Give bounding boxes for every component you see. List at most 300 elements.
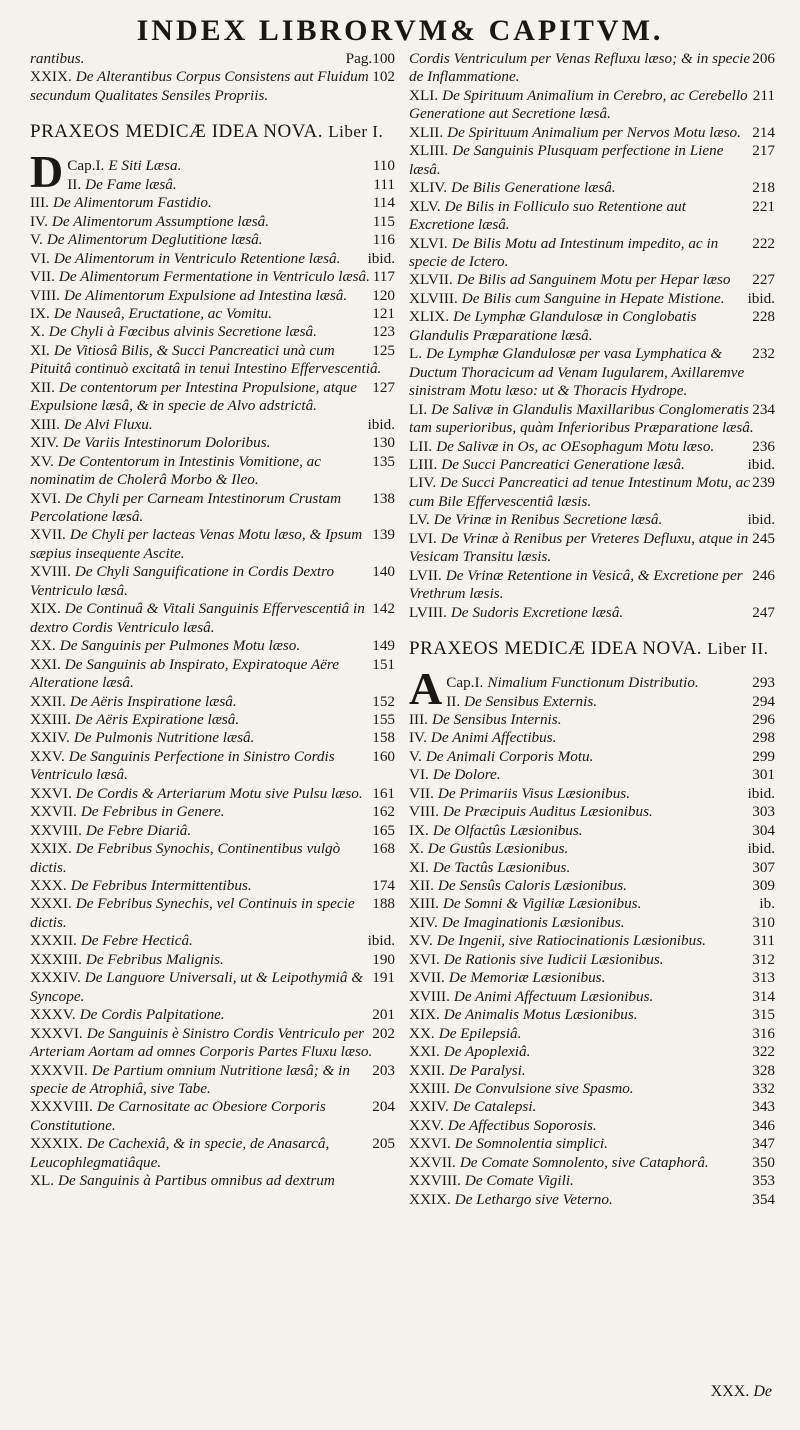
page-number: 190 [372,950,395,968]
index-entry [30,822,395,840]
index-entry [30,490,395,527]
chapter-title: De Sensibus Internis. [431,710,562,728]
chapter-number: XLVII. [409,271,453,289]
index-entry [30,895,395,932]
page-number: 114 [372,194,395,212]
chapter-title: De Vrinæ Retentione in Vesicâ, & Excretione per Vrethrum læsis. [409,566,743,603]
chapter-number: XLV. [409,197,441,215]
chapter-title: De Alvi Fluxu. [63,415,153,433]
chapter-number: XXVIII. [409,1172,461,1190]
chapter-number: XXI. [30,655,61,673]
index-entry [30,231,395,249]
chapter-title: De Pulmonis Nutritione læsâ. [73,729,255,747]
chapter-title: De contentorum per Intestina Propulsione, atque Expulsione læsâ, & in specie de Alvo adstrictâ. [30,378,357,415]
index-entry [30,176,395,194]
chapter-number: X. [409,840,424,858]
chapter-number: XXVI. [409,1135,451,1153]
index-entry [30,693,395,711]
index-entry [30,434,395,452]
page-number: 138 [372,489,395,507]
chapter-number: XLIII. [409,142,449,160]
chapter-title: De Febre Diariâ. [85,821,192,839]
page-number: 130 [372,434,395,452]
page-number: ibid. [747,511,775,529]
liber-two-heading [409,638,775,660]
chapter-number: VIII. [409,803,439,821]
page-number: 151 [372,655,395,673]
chapter-title: De Dolore. [432,766,501,784]
chapter-title: De Animali Corporis Motu. [425,747,594,765]
chapter-number: VII. [30,268,55,286]
chapter-number: XXX. [30,877,67,895]
chapter-number: IX. [409,821,429,839]
chapter-title: De Sudoris Excretione læsâ. [450,603,624,621]
chapter-number: XXVII. [409,1153,456,1171]
chapter-number: XXIV. [409,1098,449,1116]
index-entry [30,50,395,68]
chapter-number: XVI. [30,489,61,507]
page-number: ibid. [747,840,775,858]
index-entry [30,600,395,637]
chapter-number: XLVI. [409,234,448,252]
chapter-title: De Continuâ & Vitali Sanguinis Effervescentiâ in dextro Cordis Ventriculo læsâ. [30,600,365,636]
index-entry [409,511,775,529]
chapter-number: LVIII. [409,603,447,621]
index-entry [30,213,395,231]
index-entry [409,877,775,895]
chapter-title: De Comate Somnolento, sive Cataphorâ. [459,1153,709,1171]
index-entry [409,840,775,858]
index-entry [30,951,395,969]
index-entry [409,1080,775,1098]
chapter-number: XVI. [409,950,440,968]
chapter-title: De Sanguinis ab Inspirato, Expiratoque Aëre Alteratione læsâ. [30,655,339,692]
chapter-number: XII. [30,378,55,396]
page-number: 158 [372,729,395,747]
chapter-number: LVII. [409,566,442,584]
chapter-number: II. [446,692,461,710]
page-number: ibid. [747,289,775,307]
chapter-number: X. [30,323,45,341]
page-number: 203 [372,1061,395,1079]
chapter-number: IX. [30,304,50,322]
chapter-number: XXXVIII. [30,1098,93,1116]
chapter-title: De Sanguinis Perfectione in Sinistro Cordis Ventriculo læsâ. [30,747,335,784]
chapter-number: XXIX. [30,840,72,858]
chapter-title: De Bilis in Folliculo suo Retentione aut Excretione læsâ. [409,197,686,234]
index-entry [30,656,395,693]
page-number: 316 [752,1024,775,1042]
chapter-number: VII. [409,784,434,802]
chapter-number: V. [30,231,43,249]
page-number: 110 [372,157,395,175]
chapter-number: XIX. [409,1006,440,1024]
page-number: 228 [752,308,775,326]
chapter-title: De Vitiosâ Bilis, & Succi Pancreatici unà cum Pituitâ continuò excitatâ in tenui Intestino Effervescentiâ. [30,341,382,378]
page-number: ibid. [747,784,775,802]
index-entry [409,1006,775,1024]
page-number: 161 [372,784,395,802]
page-number: 347 [752,1135,775,1153]
page-number: 127 [372,378,395,396]
index-entry [409,290,775,308]
page-number: 346 [752,1116,775,1134]
index-entry [30,1006,395,1024]
index-entry [409,1062,775,1080]
chapter-title: De Febribus Malignis. [85,950,224,968]
page-number: 149 [372,637,395,655]
index-entry [30,840,395,877]
page-number: 211 [752,86,775,104]
chapter-title: rantibus. [30,50,85,67]
right-column [409,50,775,1209]
chapter-number: XXXV. [30,1006,76,1024]
page-number: 174 [372,877,395,895]
chapter-number: XIII. [30,415,60,433]
chapter-title: De Animalis Motus Læsionibus. [443,1006,638,1024]
index-entry [30,250,395,268]
page-number: 322 [752,1043,775,1061]
index-entry [409,988,775,1006]
liber-two-entries [409,663,775,1209]
index-entry [409,345,775,400]
chapter-title: De Cordis Palpitatione. [79,1006,225,1024]
index-entry [409,235,775,272]
chapter-number: XL. [30,1172,55,1190]
chapter-number: XXXIV. [30,969,81,987]
chapter-number: XLI. [409,86,439,104]
chapter-number: II. [67,175,82,193]
page-number: 304 [752,821,775,839]
chapter-title: De Olfactûs Læsionibus. [432,821,583,839]
page-number: 102 [372,68,395,86]
chapter-title: De Fame læsâ. [85,175,177,193]
chapter-number: LIV. [409,474,437,492]
chapter-number: VIII. [30,286,60,304]
page-number: ib. [759,895,775,913]
chapter-number: LII. [409,437,433,455]
chapter-number: XVII. [30,526,66,544]
index-entry [409,803,775,821]
chapter-number: LI. [409,400,428,418]
chapter-title: De Sensibus Externis. [464,692,598,710]
index-entry [409,785,775,803]
chapter-title: De Sanguinis à Partibus omnibus ad dextrum [58,1172,335,1190]
chapter-title: De Spirituum Animalium in Cerebro, ac Cerebello Generatione aut Secretione læsâ. [409,86,748,123]
index-entry [409,142,775,179]
chapter-title: De Salivæ in Os, ac OEsophagum Motu læso. [436,437,715,455]
page-number: ibid. [367,415,395,433]
index-entry [409,969,775,987]
chapter-title: De Cachexiâ, & in specie, de Anasarcâ, Leucophlegmatiâque. [30,1135,330,1171]
chapter-number: XXIII. [409,1080,450,1098]
chapter-title: De Alimentorum Assumptione læsâ. [51,212,270,230]
index-entry [409,456,775,474]
index-entry [409,711,775,729]
page-number: 350 [752,1153,775,1171]
chapter-title: De Memoriæ Læsionibus. [448,969,606,987]
chapter-number: XVIII. [409,987,450,1005]
liber-heading-title: PRAXEOS MEDICÆ IDEA NOVA. [30,121,323,143]
page-number: 111 [373,175,395,193]
chapter-number: XXV. [30,747,65,765]
page-title: INDEX LIBRORVM& CAPITVM. [136,14,664,47]
chapter-number: XII. [409,877,434,895]
page-number: 139 [372,526,395,544]
index-entry [409,1135,775,1153]
chapter-number: XXIV. [30,729,70,747]
page-number: 125 [372,341,395,359]
page-number: 227 [752,271,775,289]
index-entry [409,401,775,438]
index-entry [30,1025,395,1062]
page-number: 191 [372,969,395,987]
page-number: 294 [752,692,775,710]
index-entry [409,1025,775,1043]
page-number: 299 [752,747,775,765]
page-number: 120 [372,286,395,304]
drop-capital: A [409,663,443,715]
page-number: 312 [752,950,775,968]
liber-heading-title: PRAXEOS MEDICÆ IDEA NOVA. [409,638,702,660]
chapter-title: De Febribus Synechis, vel Continuis in specie dictis. [30,895,355,931]
left-column [30,50,395,1191]
chapter-title: De Contentorum in Intestinis Vomitione, ac nominatim de Cholerâ Morbo & Ileo. [30,452,322,489]
chapter-title: De Lymphæ Glandulosæ in Conglobatis Glandulis Præparatione læsâ. [409,308,697,344]
chapter-title: De Febribus Intermittentibus. [70,877,252,895]
chapter-number: LV. [409,511,430,529]
chapter-title: De Lymphæ Glandulosæ per vasa Lymphatica & Ductum Thoracicum ad Venam Iugularem, Axillaremve sinistram Motu læso: ut & Thoracis Hydrope. [409,345,745,400]
chapter-title: De Vrinæ in Renibus Secretione læsâ. [433,511,663,529]
page-number: 123 [372,323,395,341]
page-number: 353 [752,1172,775,1190]
chapter-number: V. [409,747,422,765]
chapter-title: De Spirituum Animalium per Nervos Motu læso. [447,123,741,141]
chapter-title: De Apoplexiâ. [443,1043,531,1061]
liber-one-continued-entries [409,50,775,622]
page-number: 188 [372,895,395,913]
index-entry [30,287,395,305]
page-number: 293 [752,674,775,692]
chapter-title: De Animi Affectuum Læsionibus. [453,987,654,1005]
chapter-number: XXXIII. [30,950,82,968]
page-number: 152 [372,692,395,710]
page-number: 116 [372,231,395,249]
chapter-number: XIV. [30,434,59,452]
page-number: 247 [752,603,775,621]
chapter-number: XXI. [409,1043,440,1061]
index-entry [409,822,775,840]
page-number: 314 [752,987,775,1005]
index-entry [409,530,775,567]
page-number: 217 [752,142,775,160]
chapter-title: De Bilis ad Sanguinem Motu per Hepar læso [456,271,731,289]
chapter-title: De Nauseâ, Eructatione, ac Vomitu. [53,304,272,322]
chapter-number: XV. [409,932,433,950]
index-entry [409,914,775,932]
chapter-title: De Tactûs Læsionibus. [432,858,571,876]
chapter-number: XIV. [409,913,438,931]
liber-one-entries [30,146,395,1190]
chapter-title: De Somnolentia simplici. [454,1135,608,1153]
chapter-number: XLIV. [409,179,448,197]
index-entry [409,1191,775,1209]
chapter-title: De Febribus in Genere. [80,803,225,821]
chapter-title: De Febribus Synochis, Continentibus vulgò dictis. [30,840,341,876]
index-entry [409,1117,775,1135]
index-entry [30,194,395,212]
index-entry [30,323,395,341]
chapter-title: De Aëris Expiratione læsâ. [74,710,240,728]
index-entry [30,305,395,323]
chapter-title: De Alimentorum Deglutitione læsâ. [46,231,263,249]
page-number: 332 [752,1080,775,1098]
chapter-title: De Primariis Visus Læsionibus. [437,784,631,802]
chapter-title: Nimalium Functionum Distributio. [487,674,699,692]
page-number: 236 [752,437,775,455]
chapter-number: XIX. [30,600,61,618]
index-entry [409,895,775,913]
liber-heading-number: Liber I. [328,122,384,142]
chapter-title: Cordis Ventriculum per Venas Refluxu læso; & in specie de Inflammatione. [409,50,751,86]
chapter-title: De Alimentorum Expulsione ad Intestina læsâ. [63,286,348,304]
chapter-number: XXIX. [409,1190,451,1208]
index-entry [409,198,775,235]
chapter-title: De Bilis Generatione læsâ. [451,179,616,197]
chapter-number: XV. [30,452,54,470]
page-number: 296 [752,710,775,728]
index-entry [409,693,775,711]
chapter-title: De Alimentorum in Ventriculo Retentione læsâ. [53,249,341,267]
chapter-number: XI. [409,858,429,876]
index-entry [30,526,395,563]
index-entry [30,268,395,286]
index-entry [409,729,775,747]
chapter-number: XXII. [409,1061,445,1079]
chapter-number: Cap.I. [67,157,105,175]
page-number: 222 [752,234,775,252]
page-number: 162 [372,803,395,821]
index-entry [409,179,775,197]
page-number: 298 [752,729,775,747]
chapter-number: XXXI. [30,895,72,913]
chapter-number: XLII. [409,123,444,141]
page-number: 309 [752,877,775,895]
page-number: 354 [752,1190,775,1208]
chapter-title: De Languore Universali, ut & Leipothymiâ & Syncope. [30,969,364,1005]
index-entry [409,87,775,124]
catchword-text: De [753,1383,772,1400]
index-entry [30,416,395,434]
chapter-title: De Lethargo sive Veterno. [454,1190,613,1208]
chapter-number: XVII. [409,969,445,987]
chapter-title: De Animi Affectibus. [430,729,557,747]
chapter-title: De Chyli Sanguificatione in Cordis Dextro Ventriculo læsâ. [30,563,335,599]
chapter-number: III. [30,194,49,212]
page-number: ibid. [747,455,775,473]
chapter-number: XIII. [409,895,439,913]
page-number: 201 [372,1006,395,1024]
chapter-title: De Alimentorum Fastidio. [52,194,212,212]
chapter-number: III. [409,710,428,728]
page-number: 246 [752,566,775,584]
chapter-number: XXXVII. [30,1061,88,1079]
chapter-title: De Alimentorum Fermentatione in Ventriculo læsâ. [58,268,370,286]
index-entry [30,932,395,950]
index-entry [30,453,395,490]
chapter-title: De Somni & Vigiliæ Læsionibus. [442,895,642,913]
page-number: 204 [372,1098,395,1116]
page-number: 206 [752,50,775,67]
chapter-number: LVI. [409,529,437,547]
chapter-number: XX. [409,1024,435,1042]
chapter-number: XLIX. [409,308,450,326]
chapter-title: De Epilepsiâ. [438,1024,522,1042]
index-entry [409,124,775,142]
chapter-number: XXVII. [30,803,77,821]
page-number: 232 [752,345,775,363]
page-number: 168 [372,840,395,858]
chapter-number: XXVI. [30,784,72,802]
chapter-number: XX. [30,637,56,655]
index-entry [409,932,775,950]
index-entry [409,951,775,969]
index-entry [30,729,395,747]
chapter-number: XXXVI. [30,1024,83,1042]
chapter-title: De Sanguinis è Sinistro Cordis Ventriculo per Arteriam Aortam ad omnes Corporis Partes Fluxu læso. [30,1024,373,1061]
index-entry [30,803,395,821]
page-number: 328 [752,1061,775,1079]
page-number: 313 [752,969,775,987]
page-number: ibid. [367,932,395,950]
chapter-title: De Succi Pancreatici Generatione læsâ. [441,455,685,473]
page-number: Pag.100 [345,50,395,67]
chapter-title: De Succi Pancreatici ad tenue Intestinum Motu, ac cum Bile Effervescentiâ læsis. [409,474,750,510]
page-number: 140 [372,563,395,581]
page-number: 115 [372,212,395,230]
index-entry [409,766,775,784]
index-entry [409,271,775,289]
index-entry [30,1172,395,1190]
index-entry [409,748,775,766]
chapter-title: De Alterantibus Corpus Consistens aut Fluidum secundum Qualitates Sensiles Propriis. [30,68,369,104]
page-number: 121 [372,304,395,322]
index-entry [30,563,395,600]
page-number: 155 [372,710,395,728]
chapter-number: VI. [30,249,50,267]
page-number: 117 [372,268,395,286]
liber-one-heading [30,121,395,143]
chapter-title: De Cordis & Arteriarum Motu sive Pulsu læso. [75,784,363,802]
chapter-title: De Febre Hecticâ. [80,932,193,950]
drop-capital: D [30,146,64,198]
page-number: 239 [752,474,775,492]
index-entry [30,68,395,105]
chapter-title: De Salivæ in Glandulis Maxillaribus Conglomeratis tam superioribus, quàm Inferioribus Præparatione læsâ. [409,400,754,437]
chapter-title: De Bilis Motu ad Intestinum impedito, ac in specie de Ictero. [409,234,719,270]
page-number: 165 [372,821,395,839]
chapter-number: XXXII. [30,932,77,950]
chapter-title: De Gustûs Læsionibus. [427,840,569,858]
chapter-title: De Affectibus Soporosis. [447,1116,597,1134]
index-entry [409,1154,775,1172]
chapter-number: XXII. [30,692,66,710]
index-entry [409,474,775,511]
page-number: 160 [372,747,395,765]
page-number: 310 [752,913,775,931]
page-number: 315 [752,1006,775,1024]
chapter-number: IV. [409,729,427,747]
